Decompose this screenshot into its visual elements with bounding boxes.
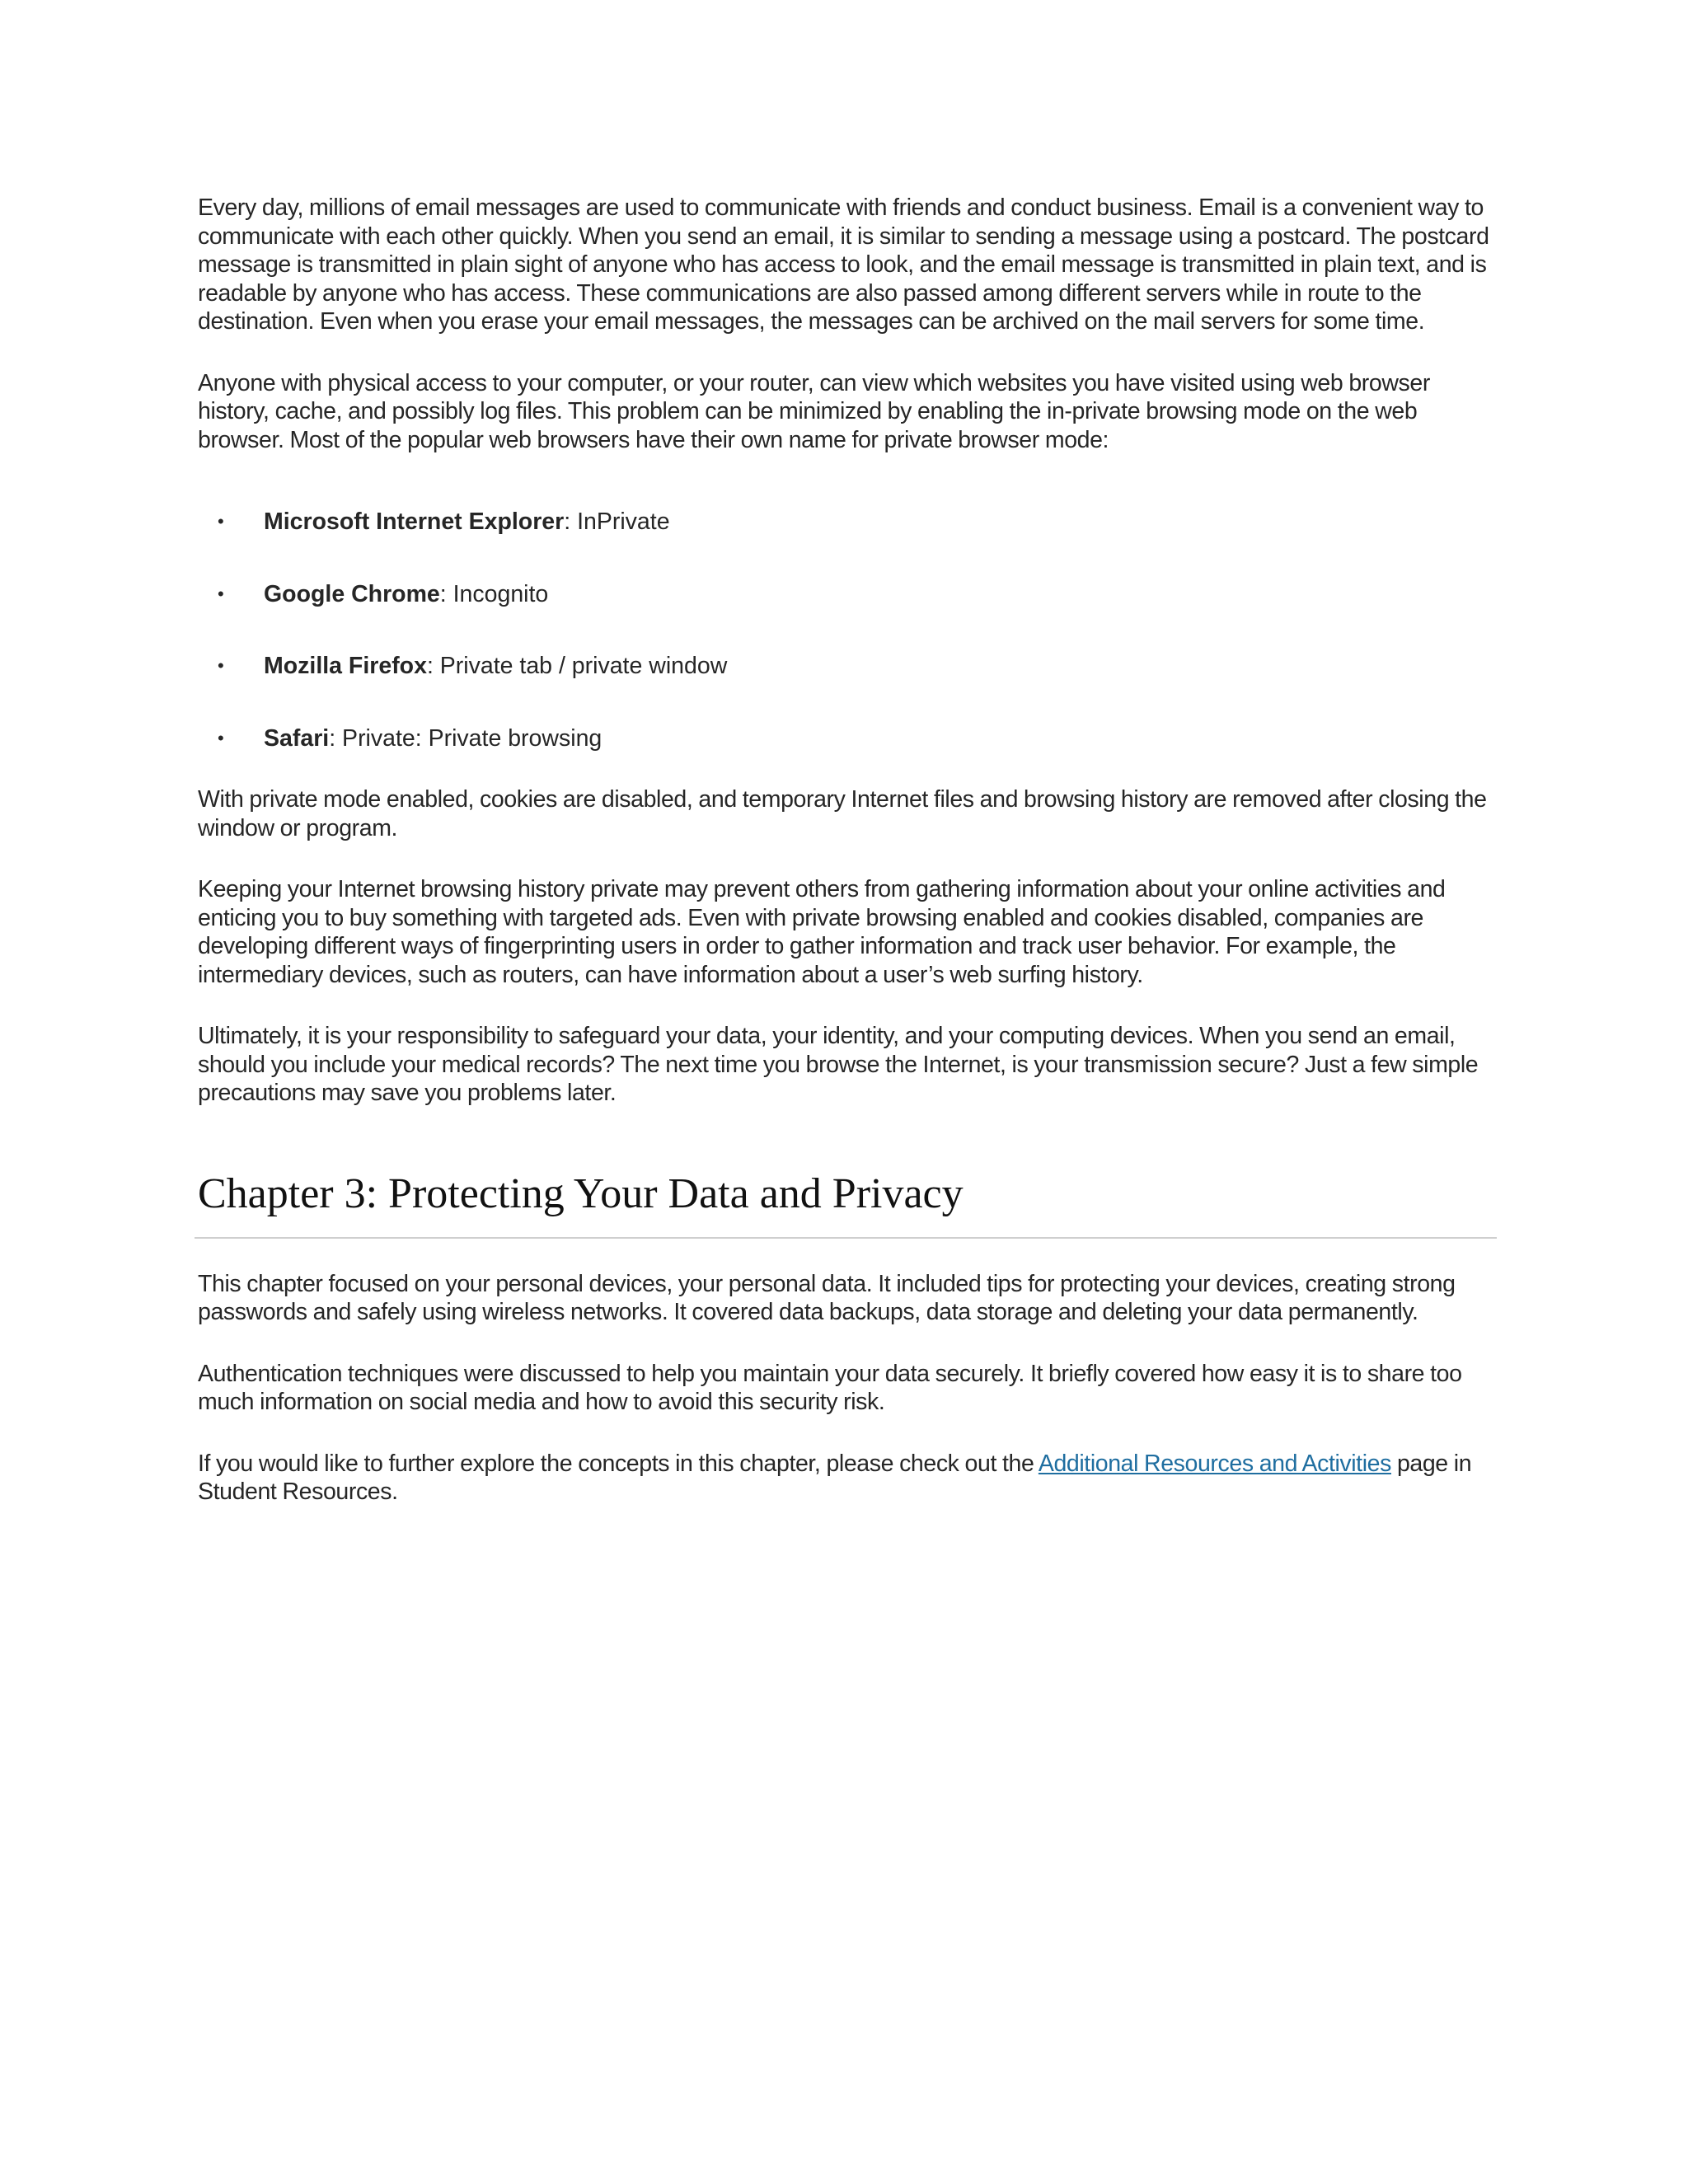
section-divider	[195, 1237, 1497, 1239]
browser-mode: : InPrivate	[564, 509, 670, 535]
list-item	[198, 652, 1500, 681]
paragraph-private-mode: With private mode enabled, cookies are disabled, and temporary Internet files and browsing history are removed after closing the window or program.	[198, 786, 1487, 841]
list-item	[198, 724, 1500, 753]
browser-name: Mozilla Firefox	[264, 653, 427, 679]
bullet-icon: •	[218, 511, 224, 532]
browser-mode: : Private tab / private window	[426, 653, 728, 679]
list-item	[198, 508, 1500, 537]
list-item	[198, 580, 1500, 609]
closing-text-after-link: page in Student Resources.	[198, 1450, 1472, 1505]
paragraph-authentication: Authentication techniques were discussed to help you maintain your data securely. It briefly covered how easy it is to share too much information on social media and how to avoid this security risk.	[198, 1360, 1462, 1415]
private-mode-list	[198, 508, 1500, 752]
paragraph-chapter-summary: This chapter focused on your personal devices, your personal data. It included tips for protecting your devices, creating strong passwords and safely using wireless networks. It covered data backups, data storage and deleting your data permanently.	[198, 1270, 1456, 1325]
browser-mode: : Private: Private browsing	[329, 724, 603, 752]
paragraph-fingerprinting: Keeping your Internet browsing history private may prevent others from gathering information about your online activities and enticing you to buy something with targeted ads. Even with private browsing enabled and cookies disabled, companies are developing different ways of fingerprinting users in order to gather information and track user behavior. For example, the intermediary devices, such as routers, can have information about a user’s web surfing history.	[198, 876, 1446, 988]
paragraph-browser-history: Anyone with physical access to your computer, or your router, can view which websites you have visited using web browser history, cache, and possibly log files. This problem can be minimized by enabling the in-private browsing mode on the web browser. Most of the popular web browsers have their own name for private browser mode:	[198, 369, 1430, 453]
bullet-icon: •	[218, 583, 224, 604]
bullet-icon: •	[218, 655, 224, 676]
browser-mode: : Incognito	[439, 580, 549, 607]
paragraph-email-privacy: Every day, millions of email messages are used to communicate with friends and conduct business. Email is a convenient way to communicate with each other quickly. When you send an email, it is similar to sending a message using a postcard. The postcard message is transmitted in plain sight of anyone who has access to look, and the email message is transmitted in plain text, and is readable by anyone who has access. These communications are also passed among different servers while in route to the destination. Even when you erase your email messages, the messages can be archived on the mail servers for some time.	[198, 194, 1489, 335]
browser-name: Microsoft Internet Explorer	[264, 509, 565, 535]
paragraph-further-explore	[198, 1450, 1500, 1507]
closing-text-before-link: If you would like to further explore the concepts in this chapter, please check out the	[198, 1450, 1039, 1477]
additional-resources-link[interactable]: Additional Resources and Activities	[1038, 1450, 1391, 1477]
browser-name: Google Chrome	[264, 580, 440, 607]
bullet-icon: •	[218, 727, 224, 748]
paragraph-responsibility: Ultimately, it is your responsibility to safeguard your data, your identity, and your computing devices. When you send an email, should you include your medical records? The next time you browse the Internet, is your transmission secure? Just a few simple precautions may save you problems later.	[198, 1023, 1479, 1106]
chapter-title: Chapter 3: Protecting Your Data and Privacy	[198, 1169, 964, 1217]
browser-name: Safari	[264, 724, 330, 752]
document-page	[198, 194, 1500, 1540]
